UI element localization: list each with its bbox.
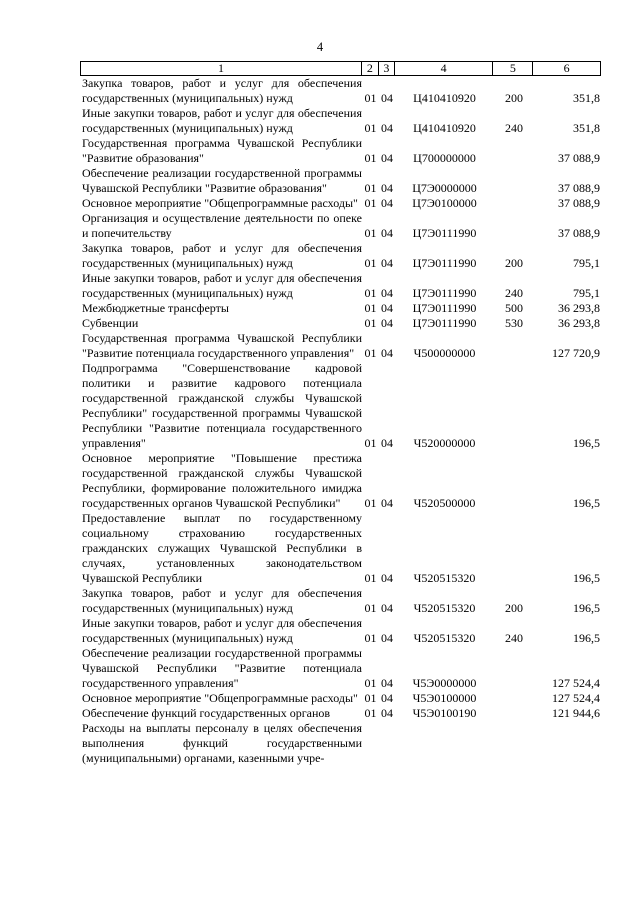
row-section: 01 (364, 676, 377, 690)
table-row (80, 361, 601, 451)
row-section: 01 (364, 631, 377, 645)
row-target-code: Ч520515320 (413, 601, 476, 615)
row-name: Закупка товаров, работ и услуг для обеспечения государственных (муниципальных) нужд (82, 241, 362, 270)
header-col-1: 1 (81, 62, 362, 75)
header-col-3: 3 (379, 62, 395, 75)
row-target-code: Ч5Э0100000 (412, 691, 477, 705)
table-row (80, 76, 601, 106)
row-subsection: 04 (381, 121, 393, 135)
row-name: Субвенции (82, 316, 139, 330)
row-amount: 196,5 (573, 496, 600, 510)
row-section: 01 (364, 571, 377, 585)
table-row (80, 511, 601, 586)
table-row (80, 691, 601, 706)
budget-table (80, 61, 601, 766)
row-section: 01 (364, 601, 377, 615)
row-amount: 351,8 (573, 121, 600, 135)
table-row (80, 196, 601, 211)
row-section: 01 (364, 256, 377, 270)
row-name: Иные закупки товаров, работ и услуг для обеспечения государственных (муниципальных) нужд (82, 106, 362, 135)
row-subsection: 04 (381, 691, 393, 705)
table-row (80, 331, 601, 361)
row-amount: 36 293,8 (558, 301, 600, 315)
row-amount: 196,5 (573, 631, 600, 645)
table-row (80, 451, 601, 511)
row-target-code: Ч5Э0000000 (412, 676, 477, 690)
row-name: Обеспечение реализации государственной программы Чувашской Республики "Развитие образования" (82, 166, 362, 195)
table-row (80, 586, 601, 616)
row-section: 01 (364, 436, 377, 450)
row-target-code: Ц700000000 (413, 151, 476, 165)
row-amount: 37 088,9 (558, 196, 600, 210)
row-subsection: 04 (381, 151, 393, 165)
table-body (80, 76, 601, 766)
row-expense-type: 530 (505, 316, 523, 330)
row-expense-type: 240 (505, 631, 523, 645)
row-expense-type: 200 (505, 256, 523, 270)
table-row (80, 211, 601, 241)
row-subsection: 04 (381, 316, 393, 330)
header-col-6: 6 (563, 61, 570, 75)
row-amount: 36 293,8 (558, 316, 600, 330)
row-amount: 351,8 (573, 91, 600, 105)
table-row (80, 646, 601, 691)
row-amount: 795,1 (573, 256, 600, 270)
row-name: Предоставление выплат по государственному социальному страхованию государственных гражданских служащих Чувашской Республики в случаях, установленных законодательством Чувашской Республики (82, 511, 362, 585)
row-target-code: Ц7Э0000000 (412, 181, 477, 195)
row-expense-type: 500 (505, 301, 523, 315)
row-name: Государственная программа Чувашской Республики "Развитие образования" (82, 136, 362, 165)
table-row (80, 241, 601, 271)
row-name: Иные закупки товаров, работ и услуг для обеспечения государственных (муниципальных) нужд (82, 271, 362, 300)
page-number: 4 (316, 40, 324, 54)
row-target-code: Ц7Э0111990 (412, 301, 477, 315)
row-target-code: Ч520515320 (413, 631, 476, 645)
row-subsection: 04 (381, 226, 393, 240)
row-subsection: 04 (381, 346, 393, 360)
header-col-4: 4 (395, 62, 494, 75)
row-name: Основное мероприятие "Общепрограммные расходы" (82, 196, 358, 210)
row-section: 01 (364, 286, 377, 300)
table-row (80, 706, 601, 721)
row-section: 01 (364, 226, 377, 240)
row-expense-type: 200 (505, 91, 523, 105)
row-target-code: Ч500000000 (413, 346, 476, 360)
row-name: Закупка товаров, работ и услуг для обеспечения государственных (муниципальных) нужд (82, 586, 362, 615)
table-row (80, 166, 601, 196)
row-expense-type: 200 (505, 601, 523, 615)
table-header (80, 61, 601, 76)
row-amount: 196,5 (573, 571, 600, 585)
row-amount: 37 088,9 (558, 181, 600, 195)
row-subsection: 04 (381, 181, 393, 195)
row-amount: 127 720,9 (552, 346, 600, 360)
row-target-code: Ц7Э0111990 (412, 256, 477, 270)
row-expense-type: 240 (505, 121, 523, 135)
row-subsection: 04 (381, 631, 393, 645)
row-name: Расходы на выплаты персоналу в целях обеспечения выполнения функций государственными (муниципальными) органами, казенными учре- (82, 721, 362, 765)
row-name: Организация и осуществление деятельности по опеке и попечительству (82, 211, 362, 240)
row-target-code: Ц410410920 (413, 121, 476, 135)
row-subsection: 04 (381, 286, 393, 300)
row-amount: 196,5 (573, 601, 600, 615)
row-target-code: Ч5Э0100190 (412, 706, 477, 720)
row-name: Обеспечение реализации государственной программы Чувашской Республики "Развитие потенциала государственного управления" (82, 646, 362, 690)
row-name: Подпрограмма "Совершенствование кадровой политики и развитие кадрового потенциала государственной гражданской службы Чувашской Республики" государственной программы Чувашской Республики "Развитие потенциала государственного управления" (82, 361, 362, 450)
table-row (80, 271, 601, 301)
row-amount: 37 088,9 (558, 151, 600, 165)
row-amount: 127 524,4 (552, 676, 600, 690)
row-subsection: 04 (381, 256, 393, 270)
header-col-5: 5 (493, 62, 533, 75)
row-name: Основное мероприятие "Общепрограммные расходы" (82, 691, 358, 705)
row-amount: 196,5 (573, 436, 600, 450)
row-section: 01 (364, 151, 377, 165)
table-row (80, 106, 601, 136)
header-col-2: 2 (362, 62, 379, 75)
row-target-code: Ч520500000 (413, 496, 476, 510)
row-subsection: 04 (381, 436, 393, 450)
row-amount: 37 088,9 (558, 226, 600, 240)
row-subsection: 04 (381, 676, 393, 690)
row-section: 01 (364, 121, 377, 135)
table-row (80, 136, 601, 166)
row-subsection: 04 (381, 196, 393, 210)
row-target-code: Ц7Э0111990 (412, 226, 477, 240)
row-subsection: 04 (381, 601, 393, 615)
row-amount: 795,1 (573, 286, 600, 300)
row-target-code: Ц7Э0111990 (412, 286, 477, 300)
row-name: Основное мероприятие "Повышение престижа государственной гражданской службы Чувашской Республики, формирование положительного имиджа государственных органов Чувашской Республики" (82, 451, 362, 510)
row-section: 01 (364, 91, 377, 105)
row-subsection: 04 (381, 706, 393, 720)
row-amount: 127 524,4 (552, 691, 600, 705)
row-section: 01 (364, 691, 377, 705)
row-name: Обеспечение функций государственных органов (82, 706, 331, 720)
row-amount: 121 944,6 (552, 706, 600, 720)
row-section: 01 (364, 196, 377, 210)
table-row (80, 616, 601, 646)
row-name: Закупка товаров, работ и услуг для обеспечения государственных (муниципальных) нужд (82, 76, 362, 105)
row-target-code: Ч520515320 (413, 571, 476, 585)
table-row (80, 301, 601, 316)
row-section: 01 (364, 301, 377, 315)
row-name: Межбюджетные трансферты (82, 301, 229, 315)
row-section: 01 (364, 346, 377, 360)
row-target-code: Ц410410920 (413, 91, 476, 105)
row-subsection: 04 (381, 91, 393, 105)
row-expense-type: 240 (505, 286, 523, 300)
table-row (80, 316, 601, 331)
row-name: Иные закупки товаров, работ и услуг для обеспечения государственных (муниципальных) нужд (82, 616, 362, 645)
row-name: Государственная программа Чувашской Республики "Развитие потенциала государственного управления" (82, 331, 362, 360)
row-target-code: Ч520000000 (413, 436, 476, 450)
row-section: 01 (364, 706, 377, 720)
row-subsection: 04 (381, 571, 393, 585)
table-row (80, 721, 601, 766)
row-section: 01 (364, 181, 377, 195)
row-subsection: 04 (381, 496, 393, 510)
row-section: 01 (364, 316, 377, 330)
row-target-code: Ц7Э0111990 (412, 316, 477, 330)
row-subsection: 04 (381, 301, 393, 315)
row-target-code: Ц7Э0100000 (412, 196, 477, 210)
row-section: 01 (364, 496, 377, 510)
